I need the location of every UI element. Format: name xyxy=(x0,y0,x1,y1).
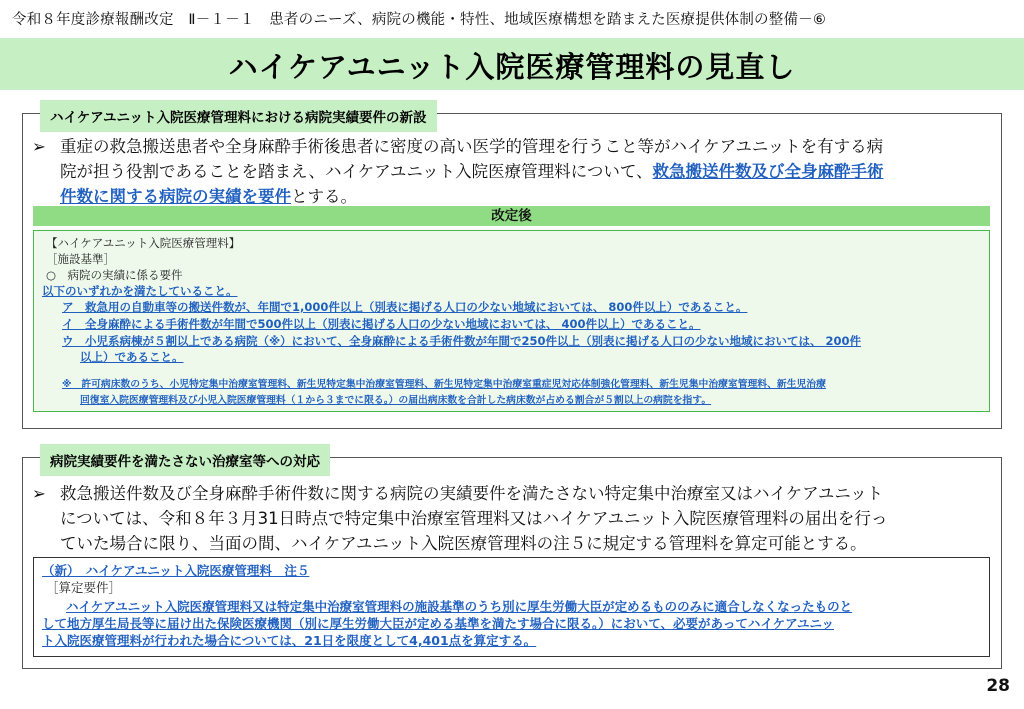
box-line: ○ 病院の実績に係る要件 xyxy=(46,268,183,282)
bullet-text: とする。 xyxy=(291,187,357,206)
box-note: ※ 許可病床数のうち、小児特定集中治療室管理料、新生児特定集中治療室管理料、新生児特定集中治療室重症児対応体制強化管理料、新生児集中治療室管理料、新生児治療 xyxy=(62,379,826,390)
bullet-text: については、令和８年３月31日時点で特定集中治療室管理料又はハイケアユニット入院医療管理料の届出を行っ xyxy=(60,509,888,528)
bullet-arrow-icon: ➢ xyxy=(32,137,46,156)
bullet-arrow-icon: ➢ xyxy=(32,484,46,503)
page-number: 28 xyxy=(986,676,1010,696)
breadcrumb: 令和８年度診療報酬改定 Ⅱ－１－１ 患者のニーズ、病院の機能・特性、地域医療構想を踏まえた医療提供体制の整備－⑥ xyxy=(12,12,827,28)
bullet-text: ていた場合に限り、当面の間、ハイケアユニット入院医療管理料の注５に規定する管理料を算定可能とする。 xyxy=(60,534,867,553)
section1-bullet xyxy=(32,134,1000,209)
box-line: して地方厚生局長等に届け出た保険医療機関（別に厚生労働大臣が定める基準を満たす場合に限る。）において、必要があってハイケアユニッ xyxy=(42,616,835,631)
bullet-text: 院が担う役割であることを踏まえ、ハイケアユニット入院医療管理料について、 xyxy=(60,162,653,181)
section2-bullet xyxy=(32,481,1000,556)
box-line: ア 救急用の自動車等の搬送件数が、年間で1,000件以上（別表に掲げる人口の少ない地域においては、 800件以上）であること。 xyxy=(62,300,748,314)
box-note: 回復室入院医療管理料及び小児入院医療管理料（１から３までに限る。）の届出病床数を合計した病床数が占める割合が５割以上の病院を指す。 xyxy=(80,395,712,406)
box-line: 【ハイケアユニット入院医療管理料】 xyxy=(46,236,241,250)
box-line: 以下のいずれかを満たしていること。 xyxy=(42,284,238,298)
revision-label: 改定後 xyxy=(33,206,990,226)
section2-tab: 病院実績要件を満たさない治療室等への対応 xyxy=(40,444,330,476)
emphasis-text: 救急搬送件数及び全身麻酔手術 xyxy=(652,162,884,181)
bullet-text: 救急搬送件数及び全身麻酔手術件数に関する病院の実績要件を満たさない特定集中治療室又はハイケアユニット xyxy=(60,484,884,503)
page-title: ハイケアユニット入院医療管理料の見直し xyxy=(228,50,796,84)
section1-tab: ハイケアユニット入院医療管理料における病院実績要件の新設 xyxy=(40,100,437,132)
box-line: 以上）であること。 xyxy=(80,350,184,364)
box-line: ウ 小児系病棟が５割以上である病院（※）において、全身麻酔による手術件数が年間で250件以上（別表に掲げる人口の少ない地域においては、 200件 xyxy=(62,334,861,348)
box-line: ［算定要件］ xyxy=(46,580,122,595)
box-line: ト入院医療管理料が行われた場合については、21日を限度として4,401点を算定する。 xyxy=(42,633,537,648)
box-line: ［施設基準］ xyxy=(46,252,115,266)
box-line: ハイケアユニット入院医療管理料又は特定集中治療室管理料の施設基準のうち別に厚生労働大臣が定めるもののみに適合しなくなったものと xyxy=(66,599,853,614)
box-line: （新） ハイケアユニット入院医療管理料 注５ xyxy=(42,563,310,578)
box-line: イ 全身麻酔による手術件数が年間で500件以上（別表に掲げる人口の少ない地域においては、 400件以上）であること。 xyxy=(62,317,701,331)
bullet-text: 重症の救急搬送患者や全身麻酔手術後患者に密度の高い医学的管理を行うこと等がハイケアユニットを有する病 xyxy=(60,137,884,156)
emphasis-text: 件数に関する病院の実績を要件 xyxy=(60,187,291,206)
